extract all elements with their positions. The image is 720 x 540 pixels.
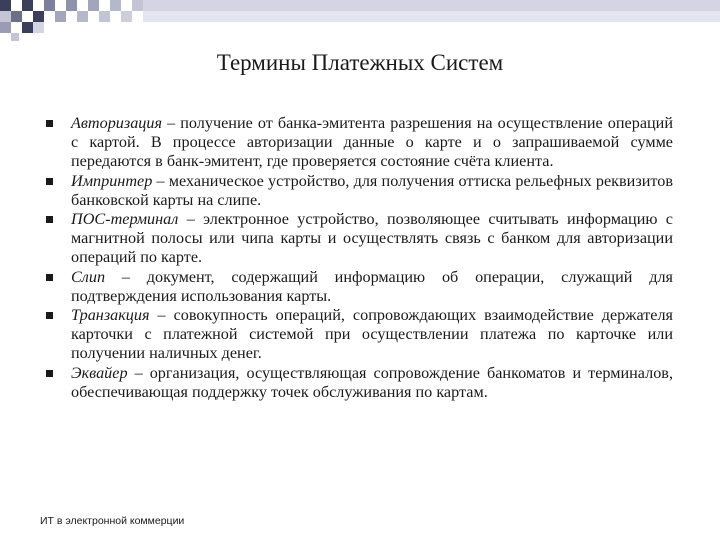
term-definition: – получение от банка-эмитента разрешения на осуществление операций с картой. В процессе авторизации данные о карте и о запрашиваемой сумме передаются в банк-эмитент, где проверяется состояние счёта клиента.	[71, 114, 673, 171]
band-strip	[143, 11, 720, 22]
list-item	[46, 364, 673, 402]
band-square	[22, 0, 33, 11]
term-definition: – механическое устройство, для получения оттиска рельефных реквизитов банковской карты на слипе.	[71, 171, 673, 209]
term-name: Импринтер	[71, 171, 153, 190]
list-item	[46, 114, 673, 172]
term-definition: – организация, осуществляющая сопровождение банкоматов и терминалов, обеспечивающая поддержку точек обслуживания по картам.	[71, 363, 673, 401]
band-square	[55, 11, 66, 22]
band-strip	[143, 0, 720, 11]
band-square	[33, 11, 44, 22]
list-item	[46, 268, 673, 306]
terms-list	[46, 114, 673, 402]
square-bullet-icon	[46, 312, 53, 319]
band-square	[77, 11, 88, 22]
square-bullet-icon	[46, 120, 53, 127]
term-name: ПОС-терминал	[71, 210, 179, 229]
term-definition: – совокупность операций, сопровождающих взаимодействие держателя карточки с платежной системой при осуществлении платежа по карточке или получении наличных денег.	[71, 306, 673, 363]
term-name: Слип	[71, 267, 106, 286]
band-square	[22, 22, 33, 33]
band-square	[0, 0, 11, 11]
band-square	[11, 33, 19, 41]
term-definition: – документ, содержащий информацию об операции, служащий для подтверждения использования карты.	[71, 267, 673, 305]
list-item	[46, 306, 673, 364]
term-name: Авторизация	[71, 114, 163, 132]
band-square	[66, 0, 77, 11]
square-bullet-icon	[46, 370, 53, 377]
band-square	[99, 11, 110, 22]
band-square	[11, 11, 22, 22]
band-square	[0, 11, 11, 22]
band-square	[33, 22, 44, 33]
band-square	[132, 0, 143, 11]
decorative-square-band	[0, 0, 720, 42]
square-bullet-icon	[46, 178, 53, 185]
band-square	[110, 0, 121, 11]
square-bullet-icon	[46, 216, 53, 223]
list-item	[46, 172, 673, 210]
slide-footer: ИТ в электронной коммерции	[40, 515, 185, 527]
slide-title: Термины Платежных Систем	[216, 50, 504, 75]
band-square	[88, 0, 99, 11]
band-square	[0, 22, 11, 33]
term-name: Эквайер	[71, 363, 128, 382]
list-item	[46, 210, 673, 268]
band-square	[44, 0, 55, 11]
term-name: Транзакция	[71, 306, 150, 325]
term-definition: – электронное устройство, позволяющее считывать информацию с магнитной полосы или чипа карты и осуществлять связь с банком для авторизации операций по карте.	[71, 210, 673, 267]
square-bullet-icon	[46, 274, 53, 281]
band-square	[121, 11, 132, 22]
